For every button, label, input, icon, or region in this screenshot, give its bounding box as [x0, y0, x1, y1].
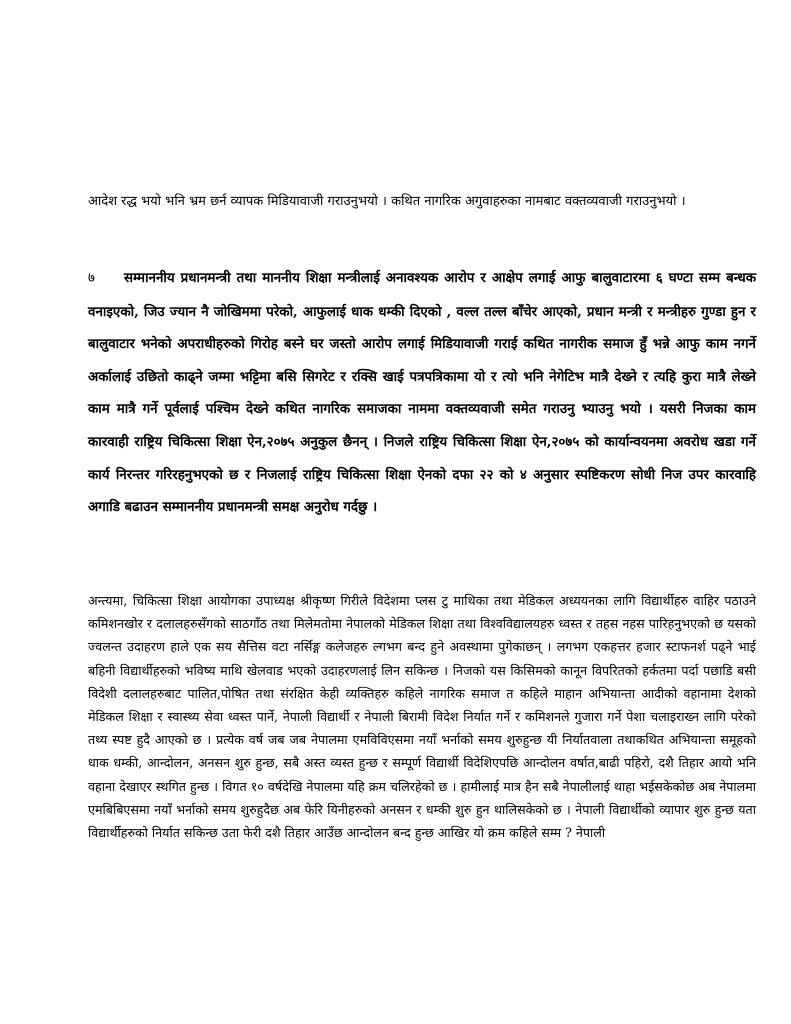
point-number: ७: [88, 271, 95, 286]
intro-paragraph: आदेश रद्ध भयो भनि भ्रम छर्न व्यापक मिडियावाजी गराउनुभयो । कथित नागरिक अगुवाहरुका नामबाट वक्तव्यवाजी गराउनुभयो ।: [88, 194, 686, 209]
closing-paragraph: अन्त्यमा, चिकित्सा शिक्षा आयोगका उपाध्यक्ष श्रीकृष्ण गिरीले विदेशमा प्लस टु माथिका तथा मेडिकल अध्ययनका लागि विद्यार्थीहरु वाहिर पठाउने कमिशनखोर र दलालहरुसँगको साठगाँठ तथा मिलेमतोमा नेपालको मेडिकल शिक्षा तथा विश्वविद्यालयहरु ध्वस्त र तहस नहस पारिहनुभएको छ यसको ज्वलन्त उदाहरण हाले एक सय सैत्तिस वटा नर्सिङ्ग कलेजहरु ल्गभग बन्द हुने अवस्थामा पुगेकाछन् । लगभग एकहत्तर हजार स्टाफनर्श पढ्ने भाई बहिनी विद्यार्थीहरुको भविष्य माथि खेलवाड भएको उदाहरणलाई लिन सकिन्छ । निजको यस किसिमको कानून विपरितको हर्कतमा पर्दा पछाडि बसी विदेशी दलालहरुबाट पालित,पोषित तथा संरक्षित केही व्यक्तिहरु कहिले नागरिक समाज त कहिले माहान अभियान्ता आदीको वहानामा देशको मेडिकल शिक्षा र स्वास्थ्य सेवा ध्वस्त पार्ने, नेपाली विद्यार्थी र नेपाली बिरामी विदेश निर्यात गर्ने र कमिशनले गुजारा गर्ने पेशा चलाइराख्न लागि परेको तथ्य स्पष्ट हुदै आएको छ । प्रत्येक वर्ष जब जब नेपालमा एमविविएसमा नयाँ भर्नाको समय शुरुहुन्छ यी निर्यातवाला तथाकथित अभियान्ता समूहको धाक धम्की, आन्दोलन, अनसन शुरु हुन्छ, सबै अस्त व्यस्त हुन्छ र सम्पूर्ण विद्यार्थी विदेशिएपछि आन्दोलन वर्षात,बाढी पहिरो, दशै तिहार आयो भनि वहाना देखाएर स्थगित हुन्छ । विगत १० वर्षदेखि नेपालमा यहि क्रम चलिरहेको छ । हामीलाई मात्र हैन सबै नेपालीलाई थाहा भईसकेकोछ अब नेपालमा एमबिबिएसमा नयाँ भर्नाको समय शुरुहुदैछ अब फेरि यिनीहरुको अनसन र धम्की शुरु हुन थालिसकेको छ । नेपाली विद्यार्थीको व्यापार शुरु हुन्छ यता विद्यार्थीहरुको निर्यात सकिन्छ उता फेरी दशै तिहार आउँछ आन्दोलन बन्द हुन्छ आखिर यो क्रम कहिले सम्म ? नेपाली: [88, 593, 756, 841]
point-paragraph-text: सम्माननीय प्रधानमन्त्री तथा माननीय शिक्षा मन्त्रीलाई अनावश्यक आरोप र आक्षेप लगाई आफु बालुवाटारमा ६ घण्टा सम्म बन्धक वनाइएको, जिउ ज्यान नै जोखिममा परेको, आफुलाई धाक धम्की दिएको , वल्ल तल्ल बाँचेर आएको, प्रधान मन्त्री र मन्त्रीहरु गुण्डा हुन र बालुवाटार भनेको अपराधीहरुको गिरोह बस्ने घर जस्तो आरोप लगाई मिडियावाजी गराई कथित नागरीक समाज हुँ भन्ने आफु काम नगर्ने अर्कालाई उछितो काढ्ने जम्मा भट्टिमा बसि सिगरेट र रक्सि खाई पत्रपत्रिकामा यो र त्यो भनि नेगेटिभ मात्रै देख्ने र त्यहि कुरा मात्रै लेख्ने काम मात्रै गर्ने पूर्वलाई पश्चिम देख्ने कथित नागरिक समाजका नाममा वक्तव्यवाजी समेत गराउनु भ्याउनु भयो । यसरी निजका काम कारवाही राष्ट्रिय चिकित्सा शिक्षा ऐन,२०७५ अनुकुल छैनन् । निजले राष्ट्रिय चिकित्सा शिक्षा ऐन,२०७५ को कार्यान्वयनमा अवरोध खडा गर्ने कार्य निरन्तर गरिरहनुभएको छ र निजलाई राष्ट्रिय चिकित्सा शिक्षा ऐनको दफा २२ को ४ अनुसार स्पष्टिकरण सोधी निज उपर कारवाहि अगाडि बढाउन सम्माननीय प्रधानमन्त्री समक्ष अनुरोध गर्दछु ।: [88, 270, 756, 516]
numbered-point-7: [88, 262, 756, 524]
